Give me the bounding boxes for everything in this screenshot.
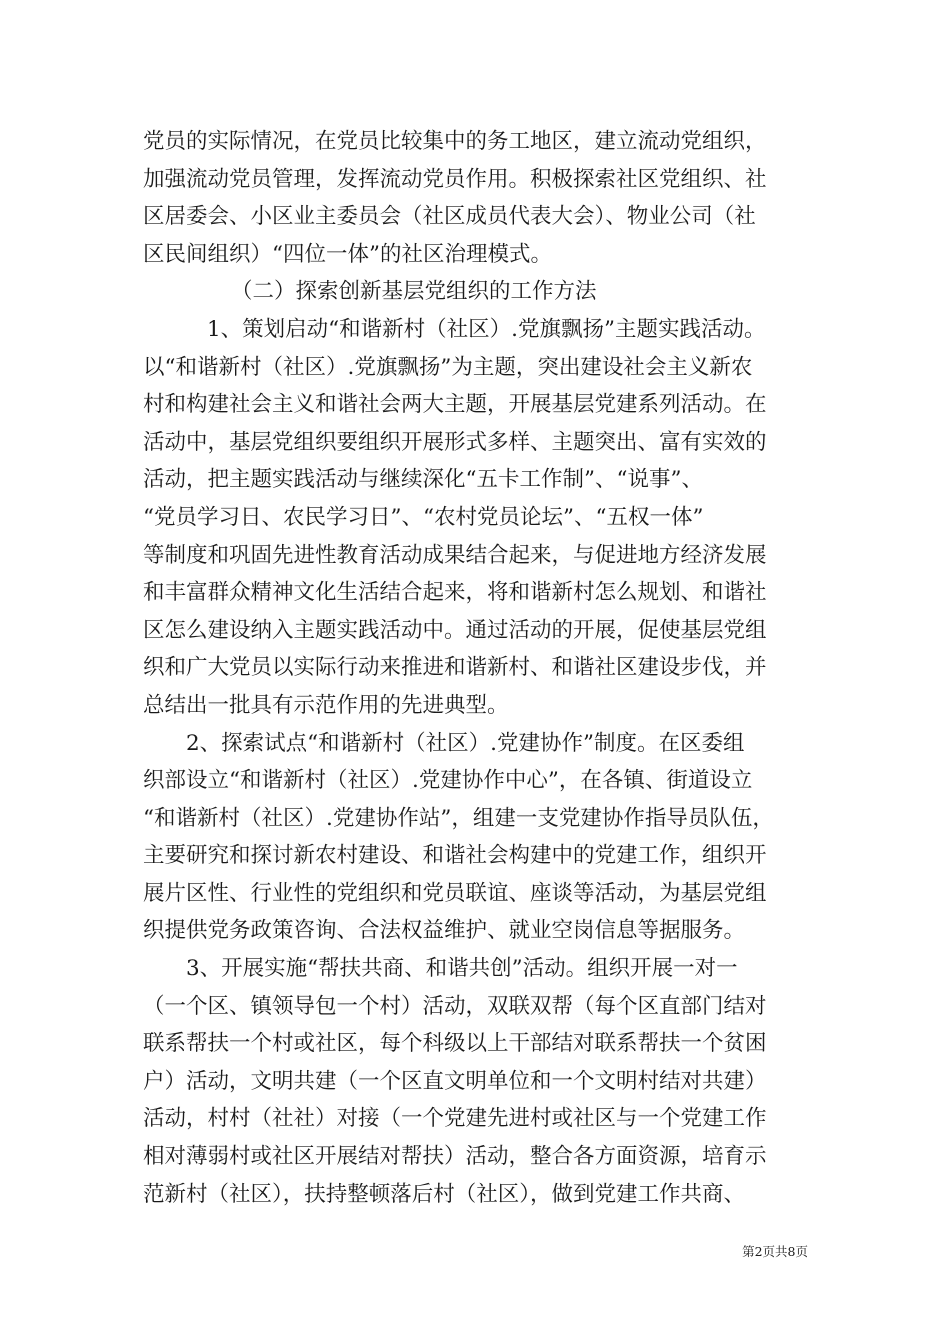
text-line: 活动，村村（社社）对接（一个党建先进村或社区与一个党建工作: [143, 1106, 767, 1132]
text-line: 总结出一批具有示范作用的先进典型。: [143, 692, 509, 718]
text-line: 活动，把主题实践活动与继续深化“五卡工作制”、“说事”、: [143, 467, 703, 493]
text-line: 织提供党务政策咨询、合法权益维护、就业空岗信息等据服务。: [143, 918, 746, 944]
text-line: 以“和谐新村（社区）.党旗飘扬”为主题，突出建设社会主义新农: [143, 354, 753, 380]
text-line: 户）活动，文明共建（一个区直文明单位和一个文明村结对共建）: [143, 1068, 767, 1094]
text-line: 3、开展实施“帮扶共商、和谐共创”活动。组织开展一对一: [186, 956, 738, 982]
text-line: “和谐新村（社区）.党建协作站”，组建一支党建协作指导员队伍，: [143, 805, 774, 831]
text-line: 区居委会、小区业主委员会（社区成员代表大会）、物业公司（社: [143, 204, 756, 230]
text-line: “党员学习日、农民学习日”、“农村党员论坛”、“五权一体”: [143, 504, 704, 530]
text-line: 范新村（社区），扶持整顿落后村（社区），做到党建工作共商、: [143, 1181, 746, 1207]
text-line: 相对薄弱村或社区开展结对帮扶）活动，整合各方面资源，培育示: [143, 1144, 767, 1170]
text-line: 等制度和巩固先进性教育活动成果结合起来，与促进地方经济发展: [143, 542, 767, 568]
text-line: 织和广大党员以实际行动来推进和谐新村、和谐社区建设步伐，并: [143, 655, 767, 681]
text-line: 联系帮扶一个村或社区，每个科级以上干部结对联系帮扶一个贫困: [143, 1031, 767, 1057]
text-line: 主要研究和探讨新农村建设、和谐社会构建中的党建工作，组织开: [143, 843, 767, 869]
text-line: 展片区性、行业性的党组织和党员联谊、座谈等活动，为基层党组: [143, 880, 767, 906]
body-text: [143, 123, 810, 1213]
text-line: 区民间组织）“四位一体”的社区治理模式。: [143, 241, 552, 267]
text-line: 和丰富群众精神文化生活结合起来，将和谐新村怎么规划、和谐社: [143, 580, 767, 606]
text-line: 织部设立“和谐新村（社区）.党建协作中心”，在各镇、街道设立: [143, 768, 753, 794]
text-line: 加强流动党员管理，发挥流动党员作用。积极探索社区党组织、社: [143, 166, 767, 192]
text-line: 村和构建社会主义和谐社会两大主题，开展基层党建系列活动。在: [143, 392, 767, 418]
text-line: （一个区、镇领导包一个村）活动，双联双帮（每个区直部门结对: [143, 993, 767, 1019]
text-line: 党员的实际情况，在党员比较集中的务工地区，建立流动党组织，: [143, 129, 767, 154]
text-line: 活动中，基层党组织要组织开展形式多样、主题突出、富有实效的: [143, 429, 767, 455]
text-line: 2、探索试点“和谐新村（社区）.党建协作”制度。在区委组: [186, 730, 745, 756]
text-line: 1、策划启动“和谐新村（社区）.党旗飘扬”主题实践活动。: [207, 316, 766, 342]
page-number: 第2页共8页: [742, 1244, 808, 1259]
text-line: （二）探索创新基层党组织的工作方法: [231, 279, 597, 305]
text-line: 区怎么建设纳入主题实践活动中。通过活动的开展，促使基层党组: [143, 617, 767, 643]
